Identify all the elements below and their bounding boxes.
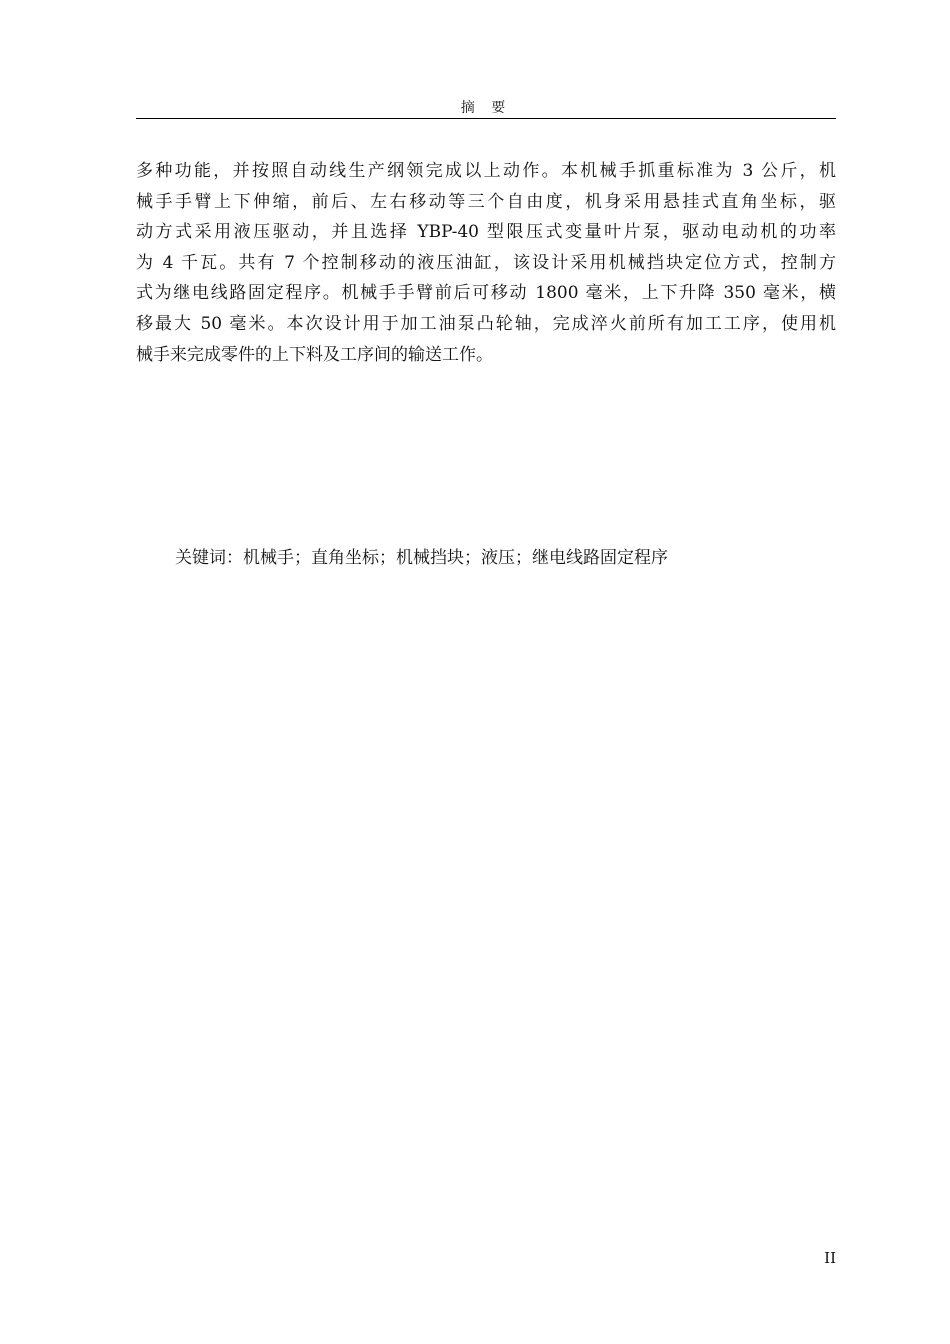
page-header-title: 摘 要 bbox=[460, 100, 512, 116]
page-header bbox=[136, 98, 836, 119]
keywords-text: 关键词：机械手；直角坐标；机械挡块；液压；继电线路固定程序 bbox=[175, 548, 668, 568]
page-number-text: II bbox=[824, 1249, 836, 1267]
page-number bbox=[824, 1248, 836, 1268]
abstract-line: 械手来完成零件的上下料及工序间的输送工作。 bbox=[136, 344, 493, 365]
abstract-line: 为 4 千瓦。共有 7 个控制移动的液压油缸，该设计采用机械挡块定位方式，控制方 bbox=[136, 252, 836, 273]
abstract-body bbox=[136, 156, 836, 370]
abstract-line: 动方式采用液压驱动，并且选择 YBP-40 型限压式变量叶片泵，驱动电动机的功率 bbox=[136, 222, 836, 243]
abstract-line: 移最大 50 毫米。本次设计用于加工油泵凸轮轴，完成淬火前所有加工工序，使用机 bbox=[136, 313, 836, 334]
abstract-line: 多种功能，并按照自动线生产纲领完成以上动作。本机械手抓重标准为 3 公斤，机 bbox=[136, 161, 836, 181]
abstract-line: 械手手臂上下伸缩，前后、左右移动等三个自由度，机身采用悬挂式直角坐标，驱 bbox=[136, 191, 836, 212]
abstract-line: 式为继电线路固定程序。机械手手臂前后可移动 1800 毫米，上下升降 350 毫米，横 bbox=[136, 283, 836, 304]
keywords bbox=[175, 543, 835, 573]
